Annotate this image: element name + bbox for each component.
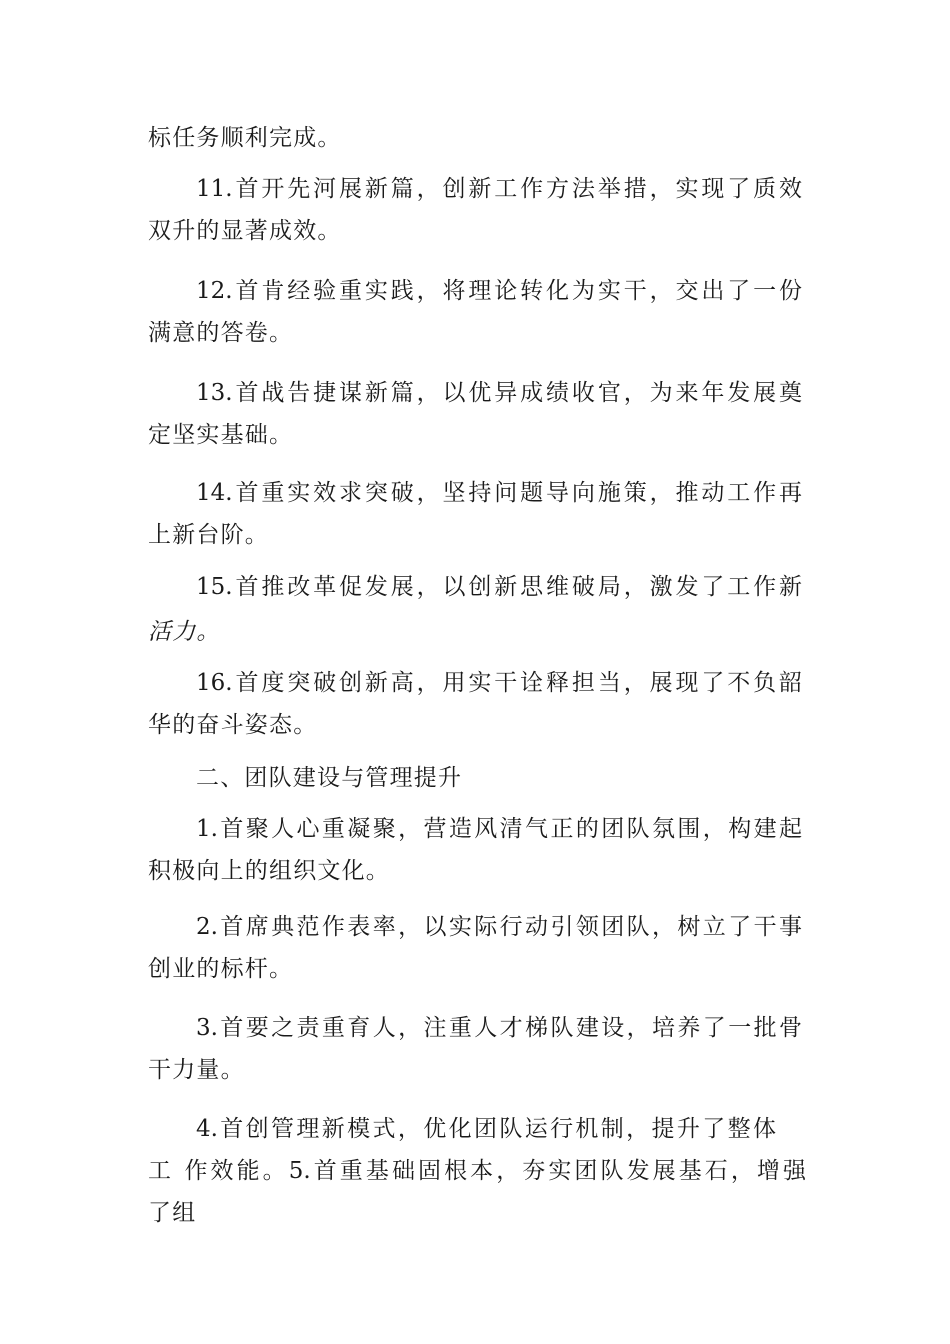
text-line: 2.首席典范作表率，以实际行动引领团队，树立了干事 — [196, 914, 802, 940]
text-line: 12.首肯经验重实践，将理论转化为实干，交出了一份 — [196, 278, 802, 304]
text-line: 积极向上的组织文化。 — [148, 858, 390, 884]
text-line: 1.首聚人心重凝聚，营造风清气正的团队氛围，构建起 — [196, 816, 802, 842]
text-line: 活力。 — [148, 619, 221, 645]
text-line: 工 作效能。5.首重基础固根本，夯实团队发展基石，增强 — [148, 1158, 806, 1184]
text-line: 上新台阶。 — [148, 522, 269, 548]
text-line: 14.首重实效求突破，坚持问题导向施策，推动工作再 — [196, 480, 802, 506]
text-line: 了组 — [148, 1200, 197, 1226]
text-line: 3.首要之责重育人，注重人才梯队建设，培养了一批骨 — [196, 1015, 802, 1041]
text-line: 双升的显著成效。 — [148, 218, 342, 244]
text-line: 定坚实基础。 — [148, 422, 294, 448]
text-line: 华的奋斗姿态。 — [148, 712, 318, 738]
text-line: 满意的答卷。 — [148, 320, 294, 346]
section-heading: 二、团队建设与管理提升 — [196, 765, 463, 791]
text-line: 15.首推改革促发展，以创新思维破局，激发了工作新 — [196, 574, 802, 600]
text-line: 11.首开先河展新篇，创新工作方法举措，实现了质效 — [196, 176, 802, 202]
text-line: 13.首战告捷谋新篇，以优异成绩收官，为来年发展奠 — [196, 380, 802, 406]
text-line: 创业的标杆。 — [148, 956, 294, 982]
text-line: 干力量。 — [148, 1057, 245, 1083]
text-line: 4.首创管理新模式，优化团队运行机制，提升了整体 — [196, 1116, 776, 1142]
text-line: 16.首度突破创新高，用实干诠释担当，展现了不负韶 — [196, 670, 802, 696]
text-line: 标任务顺利完成。 — [148, 125, 342, 151]
